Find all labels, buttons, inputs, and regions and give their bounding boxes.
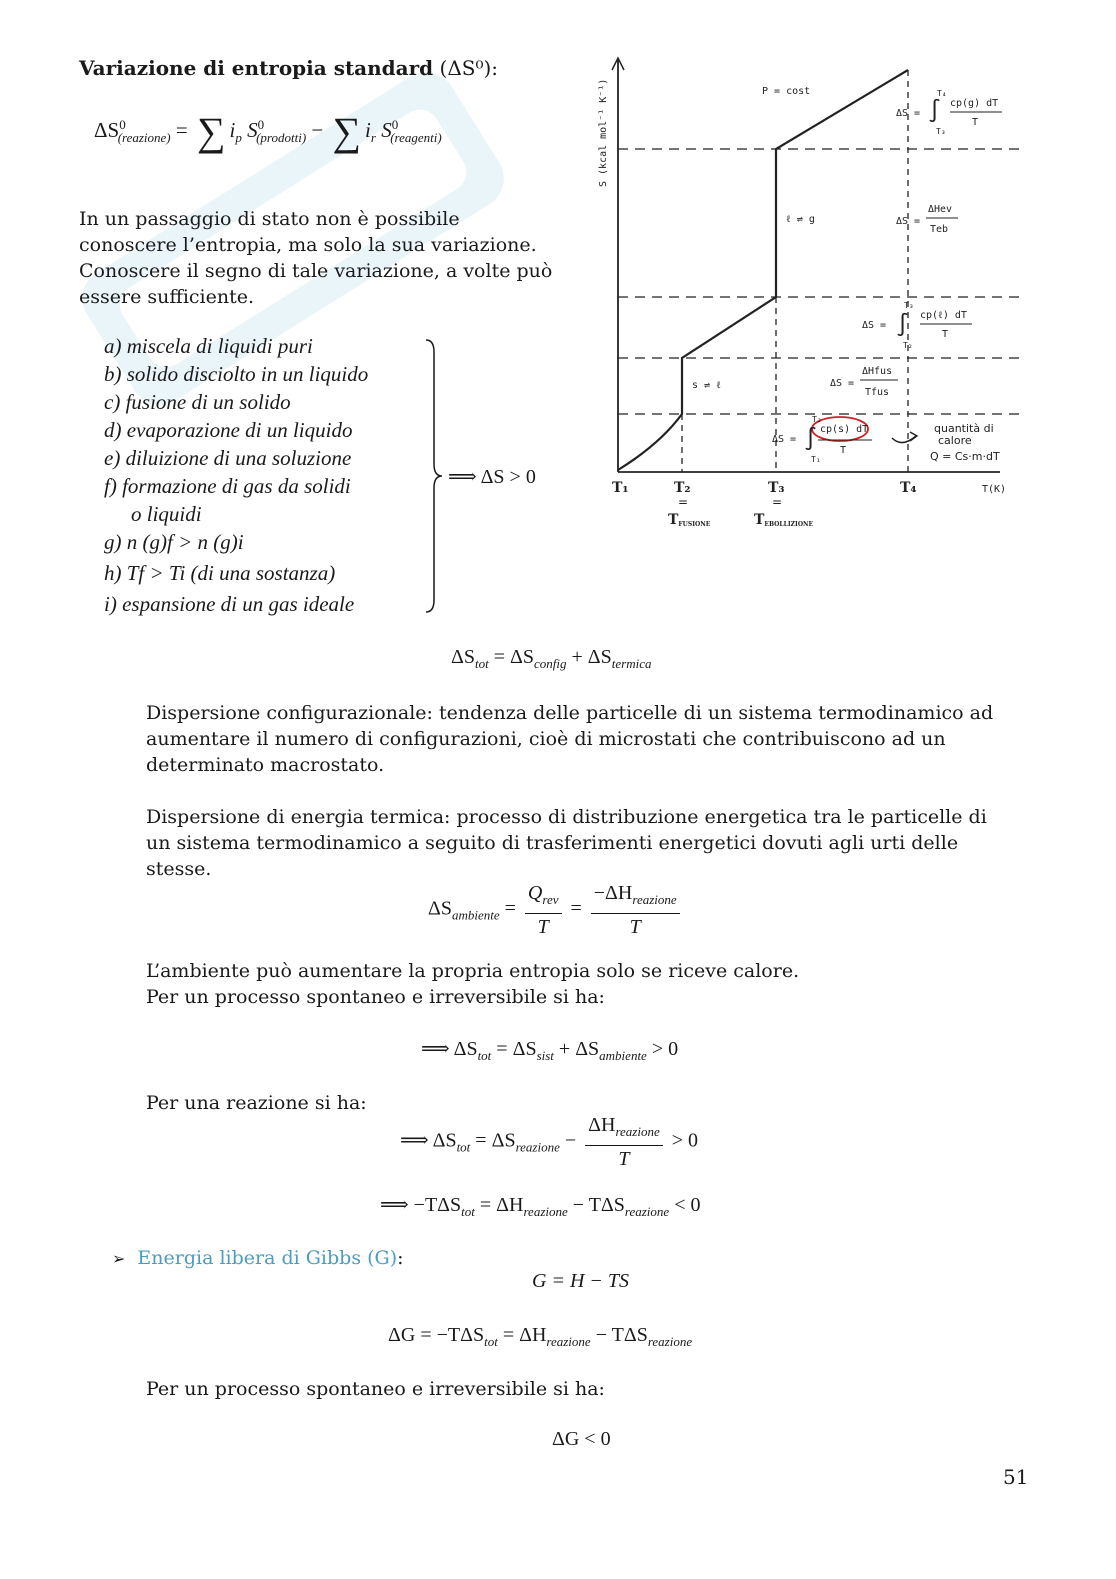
svg-text:T: T [942, 329, 949, 340]
svg-text:ΔS =: ΔS = [830, 378, 855, 389]
list-item: b) solido disciolto in un liquido [104, 362, 369, 386]
svg-text:∫: ∫ [928, 99, 942, 124]
list-item: i) espansione di un gas ideale [104, 592, 355, 616]
config-dispersion-text: Dispersione configurazionale: tendenza delle particelle di un sistema termodinamico ad aumentare il numero di configurazioni, cioè di microstati che contribuiscono ad un determinato macrostato. [146, 702, 994, 776]
brace [422, 338, 446, 614]
list-item: g) n (g)f > n (g)i [104, 530, 244, 554]
svg-text:ΔS =: ΔS = [896, 216, 921, 227]
svg-text:ΔHfus: ΔHfus [862, 366, 893, 377]
page-number: 51 [1003, 1465, 1029, 1489]
standard-entropy-formula: $\Delta S^0_{(reazione)}$ = ∑ $i_p$ $S^0_{(prodotti)}$ − ∑ $i_r$ $S^0_{(reagenti)}$ [94, 109, 442, 154]
ds-gas-label [896, 89, 1002, 136]
t-fusione: TFUSIONE [668, 512, 711, 528]
list-item: d) evaporazione di un liquido [104, 418, 353, 442]
svg-text:ΔS =: ΔS = [896, 108, 921, 119]
svg-text:cp(s) dT: cp(s) dT [820, 424, 869, 435]
ds-evap-label [896, 204, 958, 235]
section-title-text: Variazione di entropia standard [79, 56, 434, 80]
gibbs-title: Energia libera di Gibbs (G) [137, 1247, 398, 1269]
svg-text:ΔS =: ΔS = [862, 320, 887, 331]
svg-text:T₁: T₁ [811, 455, 821, 464]
list-item: a) miscela di liquidi puri [104, 334, 313, 358]
x-axis-label: T(K) [982, 484, 1007, 495]
eq-reaction: ⟹ $\Delta S_{tot} = \Delta S_{reazione}$ − $\frac{\Delta H_{reazione}}{T}$ > 0 [400, 1114, 699, 1170]
ambient-text-1: L’ambiente può aumentare la propria entropia solo se riceve calore. [146, 960, 800, 982]
svg-text:T₃: T₃ [936, 127, 946, 136]
tick-t1: T₁ [612, 480, 629, 496]
ds-liquid-label [862, 301, 972, 350]
ambient-text-2: Per un processo spontaneo e irreversibile si ha: [146, 986, 605, 1008]
svg-text:∫: ∫ [804, 427, 818, 452]
ds-solid-label [772, 415, 872, 464]
svg-text:T₃: T₃ [904, 301, 914, 310]
eq-delta-g: $\Delta G = -T\Delta S_{tot} = \Delta H_{reazione} - T\Delta S_{reazione}$ [388, 1324, 693, 1349]
heat-annotation [930, 422, 1000, 463]
tick-t2: T₂ [674, 480, 691, 496]
svg-text:T₂: T₂ [812, 415, 822, 424]
entropy-curve [618, 70, 908, 470]
ds-fusion-label [830, 366, 898, 398]
eq-stot: $\Delta S_{tot} = \Delta S_{config} + \Delta S_{termica}$ [451, 646, 652, 671]
svg-text:T₄: T₄ [937, 89, 947, 98]
svg-text:Q = Cs·m·dT: Q = Cs·m·dT [930, 450, 1000, 463]
section-title [79, 55, 498, 81]
svg-text:Tfus: Tfus [865, 387, 890, 398]
eq-ambient: $\Delta S_{ambiente}$ = $\frac{Q_{rev}}{T}$ = $\frac{-\Delta H_{reazione}}{T}$ [428, 880, 684, 940]
eq-negative: ⟹ $-T\Delta S_{tot} = \Delta H_{reazione} - T\Delta S_{reazione} < 0$ [380, 1194, 701, 1219]
svg-text:T: T [840, 445, 847, 456]
entropy-temperature-diagram [590, 52, 1030, 542]
svg-text:=: = [678, 495, 689, 509]
list-item: c) fusione di un solido [104, 390, 291, 414]
svg-text:T₂: T₂ [903, 341, 913, 350]
svg-text:calore: calore [938, 434, 972, 447]
svg-text:T: T [972, 117, 979, 128]
list-item: f) formazione di gas da solidi [104, 474, 351, 498]
list-item: e) diluizione di una soluzione [104, 446, 352, 470]
svg-text:=: = [772, 495, 783, 509]
reaction-text: Per una reazione si ha: [146, 1092, 367, 1114]
y-axis-label: S (kcal mol⁻¹ K⁻¹) [598, 78, 609, 187]
phase-liquid-gas: ℓ ⇌ g [786, 214, 815, 225]
list-item: h) Tf > Ti (di una sostanza) [104, 561, 336, 585]
svg-text:∫: ∫ [896, 313, 910, 338]
eq-final: ΔG < 0 [552, 1428, 611, 1450]
eq-spontaneous: ⟹ $\Delta S_{tot} = \Delta S_{sist} + \Delta S_{ambiente} > 0$ [421, 1038, 679, 1063]
pressure-label: P = cost [762, 86, 811, 97]
svg-text:cp(g) dT: cp(g) dT [950, 98, 999, 109]
gibbs-heading: ➢ Energia libera di Gibbs (G): [112, 1247, 404, 1269]
thermal-dispersion-text: Dispersione di energia termica: processo di distribuzione energetica tra le particelle di un sistema termodinamico a seguito di trasferimenti energetici dovuti agli urti delle stesse. [146, 806, 987, 880]
gibbs-spont-text: Per un processo spontaneo e irreversibile si ha: [146, 1378, 605, 1400]
section-title-symbol: (ΔS⁰): [439, 56, 499, 80]
tick-t3: T₃ [768, 480, 785, 496]
svg-text:ΔHev: ΔHev [928, 204, 953, 215]
intro-paragraph: In un passaggio di stato non è possibile conoscere l’entropia, ma solo la sua variazione. Conoscere il segno di tale variazione, a volte può essere sufficiente. [79, 208, 553, 308]
bullet-arrow-icon: ➢ [112, 1249, 126, 1268]
svg-text:cp(ℓ) dT: cp(ℓ) dT [920, 310, 967, 321]
phase-solid-liquid: s ⇌ ℓ [692, 380, 721, 391]
svg-text:ΔS =: ΔS = [772, 434, 797, 445]
tick-t4: T₄ [900, 480, 917, 496]
svg-text:quantità di: quantità di [934, 422, 994, 435]
list-result: ⟹ ΔS > 0 [448, 466, 536, 488]
t-ebollizione: TEBOLLIZIONE [754, 512, 814, 528]
svg-text:Teb: Teb [930, 224, 949, 235]
entropy-increase-list [104, 334, 434, 620]
list-item: o liquidi [131, 502, 202, 526]
eq-gibbs: G = H − TS [532, 1270, 630, 1292]
